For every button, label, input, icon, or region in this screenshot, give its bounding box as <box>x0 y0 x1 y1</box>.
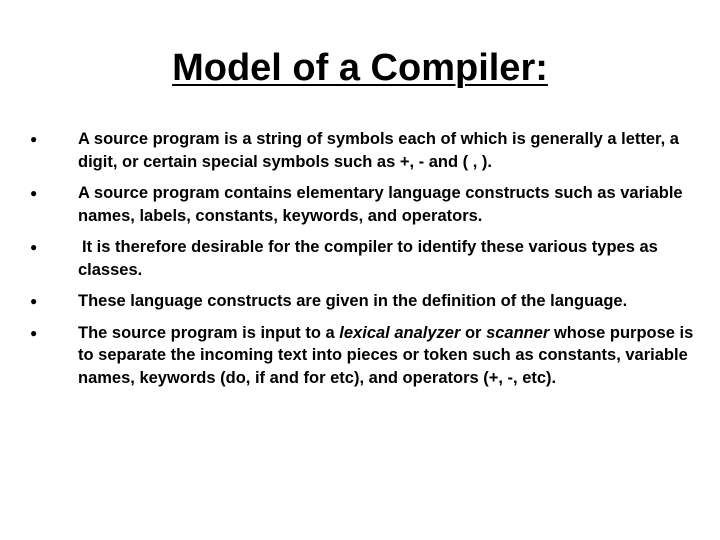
term-scanner: scanner <box>486 323 550 342</box>
bullet-text: A source program contains elementary language constructs such as variable names, labels, constants, keywords, and operators. <box>78 184 683 225</box>
bullet-item <box>0 236 720 281</box>
bullet-icon: ● <box>30 186 38 200</box>
bullet-item <box>0 128 720 173</box>
bullet-list <box>0 128 720 398</box>
bullet-item <box>0 322 720 390</box>
bullet-text: It is therefore desirable for the compiler to identify these various types as classes. <box>78 238 658 279</box>
bullet-icon: ● <box>30 325 38 340</box>
bullet-text: These language constructs are given in the definition of the language. <box>78 292 628 310</box>
bullet-text-part: The source program is input to a <box>78 323 340 342</box>
term-lexical-analyzer: lexical analyzer <box>339 323 461 342</box>
bullet-text-part: whose purpose is to separate the incoming text into pieces or token such as constants, variable names, keywords (do, if and for etc), and operators (+, -, etc). <box>78 323 694 387</box>
bullet-icon: ● <box>30 240 38 254</box>
bullet-text: A source program is a string of symbols each of which is generally a letter, a digit, or certain special symbols such as +, - and ( , ). <box>78 130 679 171</box>
bullet-item <box>0 290 720 313</box>
bullet-item <box>0 182 720 227</box>
bullet-icon: ● <box>30 294 38 308</box>
slide-title: Model of a Compiler: <box>172 47 548 89</box>
bullet-text <box>78 324 693 387</box>
bullet-icon: ● <box>30 132 38 146</box>
bullet-text-part: or <box>460 323 487 342</box>
